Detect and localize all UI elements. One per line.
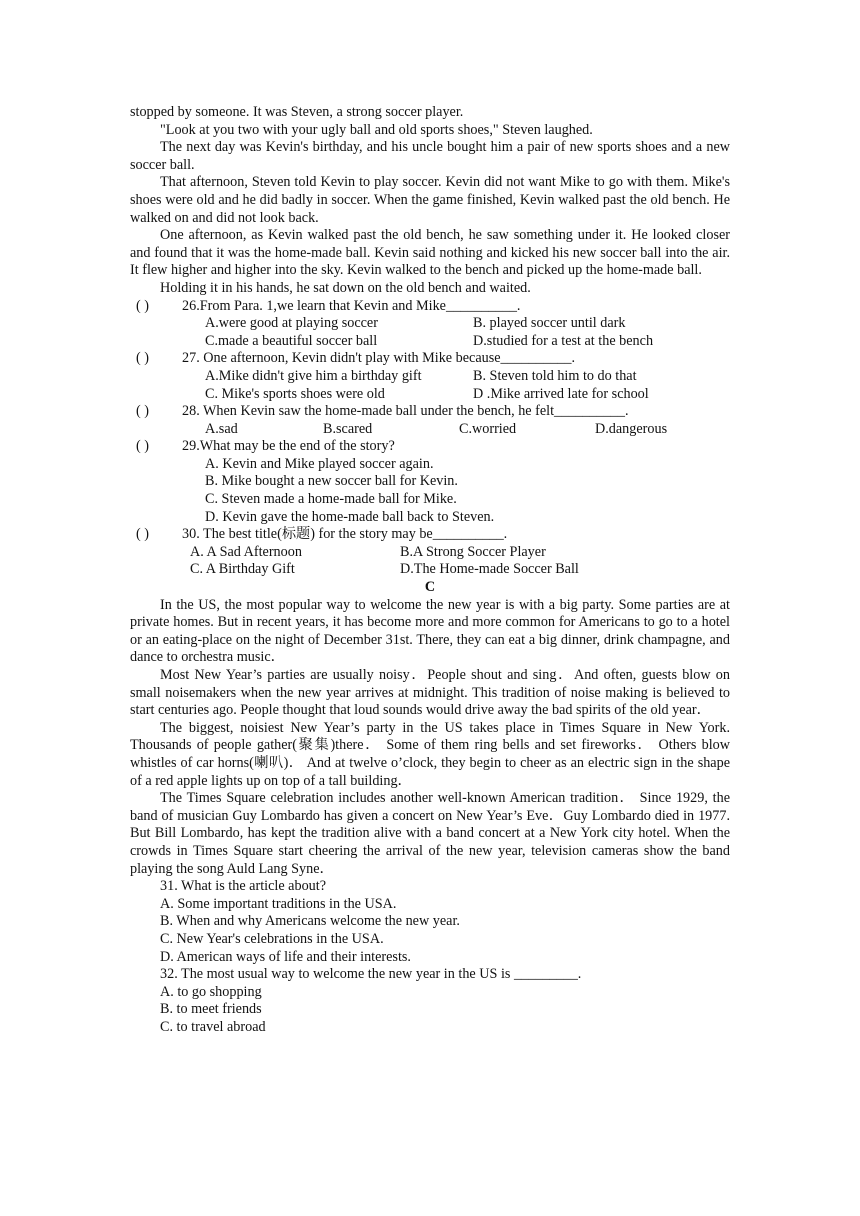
option-d: D.dangerous: [595, 420, 668, 437]
option-c: C. A Birthday Gift: [190, 561, 295, 578]
passage-paragraph: "Look at you two with your ugly ball and old sports shoes," Steven laughed.: [160, 121, 593, 138]
question-30: [130, 526, 730, 544]
answer-blank[interactable]: ( ): [136, 526, 149, 543]
options: [130, 368, 730, 403]
section-heading: C: [424, 579, 436, 596]
question-stem: 26.From Para. 1,we learn that Kevin and Mike__________.: [182, 297, 521, 314]
question-stem: 28. When Kevin saw the home-made ball under the bench, he felt__________.: [182, 403, 629, 420]
option-c: C.worried: [459, 420, 517, 437]
question-stem: 30. The best title(标题) for the story may be__________.: [182, 526, 508, 543]
passage-line: stopped by someone. It was Steven, a strong soccer player.: [130, 104, 464, 120]
option-c: C. Steven made a home-made ball for Mike.: [205, 491, 457, 508]
option-b: B. to meet friends: [160, 1001, 262, 1018]
question-26: [130, 298, 730, 316]
passage-paragraph: The Times Square celebration includes another well-known American tradition． Since 1929, the band of musician Guy Lombardo has given a concert on New Year’s Eve．Guy Lombardo died in 1977. But Bill Lombardo, has kept the tradition alive with a band concert at a New York city hotel. When the crowds in Times Square start cheering the arrival of the new year, television cameras show the band playing the song Auld Lang Syne．: [130, 790, 730, 877]
question-31-stem: 31. What is the article about?: [160, 878, 326, 895]
question-29: [130, 438, 730, 456]
option-c: C.made a beautiful soccer ball: [205, 332, 378, 349]
option-a: A. Kevin and Mike played soccer again.: [205, 455, 434, 472]
passage-paragraph: In the US, the most popular way to welcome the new year is with a big party. Some parties are at private homes. But in recent years, it has become more and more common for Americans to go to a hotel or an eating-place on the night of December 31st. There, they can eat a big dinner, drink champagne, and dance to orchestra music．: [130, 596, 730, 666]
document-page: [130, 104, 730, 1036]
option-a: A. to go shopping: [160, 983, 262, 1000]
options: [130, 315, 730, 350]
passage-paragraph: The biggest, noisiest New Year’s party in the US takes place in Times Square in New York. Thousands of people gather(聚集)there． Some of them ring bells and set fireworks． Others blow whistles of car horns(喇叭)． And at twelve o’clock, they begin to cheer as an electric sign in the shape of a red apple lights up on top of a tall building．: [130, 719, 730, 789]
option-a: A.sad: [205, 420, 238, 437]
option-c: C. New Year's celebrations in the USA.: [160, 930, 384, 947]
options: [130, 544, 730, 579]
option-a: A.were good at playing soccer: [205, 315, 378, 332]
option-b: B. played soccer until dark: [473, 315, 626, 332]
answer-blank[interactable]: ( ): [136, 438, 149, 455]
option-b: B. Mike bought a new soccer ball for Kevin.: [205, 473, 458, 490]
option-c: C. Mike's sports shoes were old: [205, 385, 385, 402]
passage-paragraph: That afternoon, Steven told Kevin to play soccer. Kevin did not want Mike to go with them. Mike's shoes were old and he did badly in soccer. When the game finished, Kevin walked past the old bench. He walked on and did not look back.: [130, 174, 730, 226]
option-a: A. Some important traditions in the USA.: [160, 895, 397, 912]
option-b: B. When and why Americans welcome the new year.: [160, 913, 460, 930]
answer-blank[interactable]: ( ): [136, 350, 149, 367]
option-c: C. to travel abroad: [160, 1018, 266, 1035]
question-32-stem: 32. The most usual way to welcome the new year in the US is _________.: [160, 966, 582, 983]
option-b: B.A Strong Soccer Player: [400, 543, 546, 560]
option-d: D .Mike arrived late for school: [473, 385, 649, 402]
option-a: A. A Sad Afternoon: [190, 543, 302, 560]
option-a: A.Mike didn't give him a birthday gift: [205, 367, 422, 384]
passage-paragraph: The next day was Kevin's birthday, and his uncle bought him a pair of new sports shoes and a new soccer ball.: [130, 139, 730, 173]
option-d: D. Kevin gave the home-made ball back to Steven.: [205, 508, 495, 525]
passage-paragraph: Most New Year’s parties are usually noisy．People shout and sing．And often, guests blow on small noisemakers when the new year arrives at midnight. This tradition of noise making is believed to start centuries ago. People thought that loud sounds would drive away the bad spirits of the old year．: [130, 667, 730, 719]
options: [130, 421, 730, 439]
option-d: D. American ways of life and their interests.: [160, 948, 411, 965]
question-27: [130, 350, 730, 368]
question-stem: 29.What may be the end of the story?: [182, 438, 395, 455]
passage-paragraph: Holding it in his hands, he sat down on the old bench and waited.: [160, 279, 531, 296]
answer-blank[interactable]: ( ): [136, 403, 149, 420]
question-stem: 27. One afternoon, Kevin didn't play with Mike because__________.: [182, 350, 576, 367]
question-28: [130, 403, 730, 421]
answer-blank[interactable]: ( ): [136, 297, 149, 314]
option-b: B. Steven told him to do that: [473, 367, 637, 384]
option-b: B.scared: [323, 420, 373, 437]
option-d: D.studied for a test at the bench: [473, 332, 654, 349]
passage-paragraph: One afternoon, as Kevin walked past the old bench, he saw something under it. He looked closer and found that it was the home-made ball. Kevin said nothing and kicked his new soccer ball into the air. It flew higher and higher into the sky. Kevin walked to the bench and picked up the home-made ball.: [130, 227, 730, 279]
option-d: D.The Home-made Soccer Ball: [400, 561, 579, 578]
